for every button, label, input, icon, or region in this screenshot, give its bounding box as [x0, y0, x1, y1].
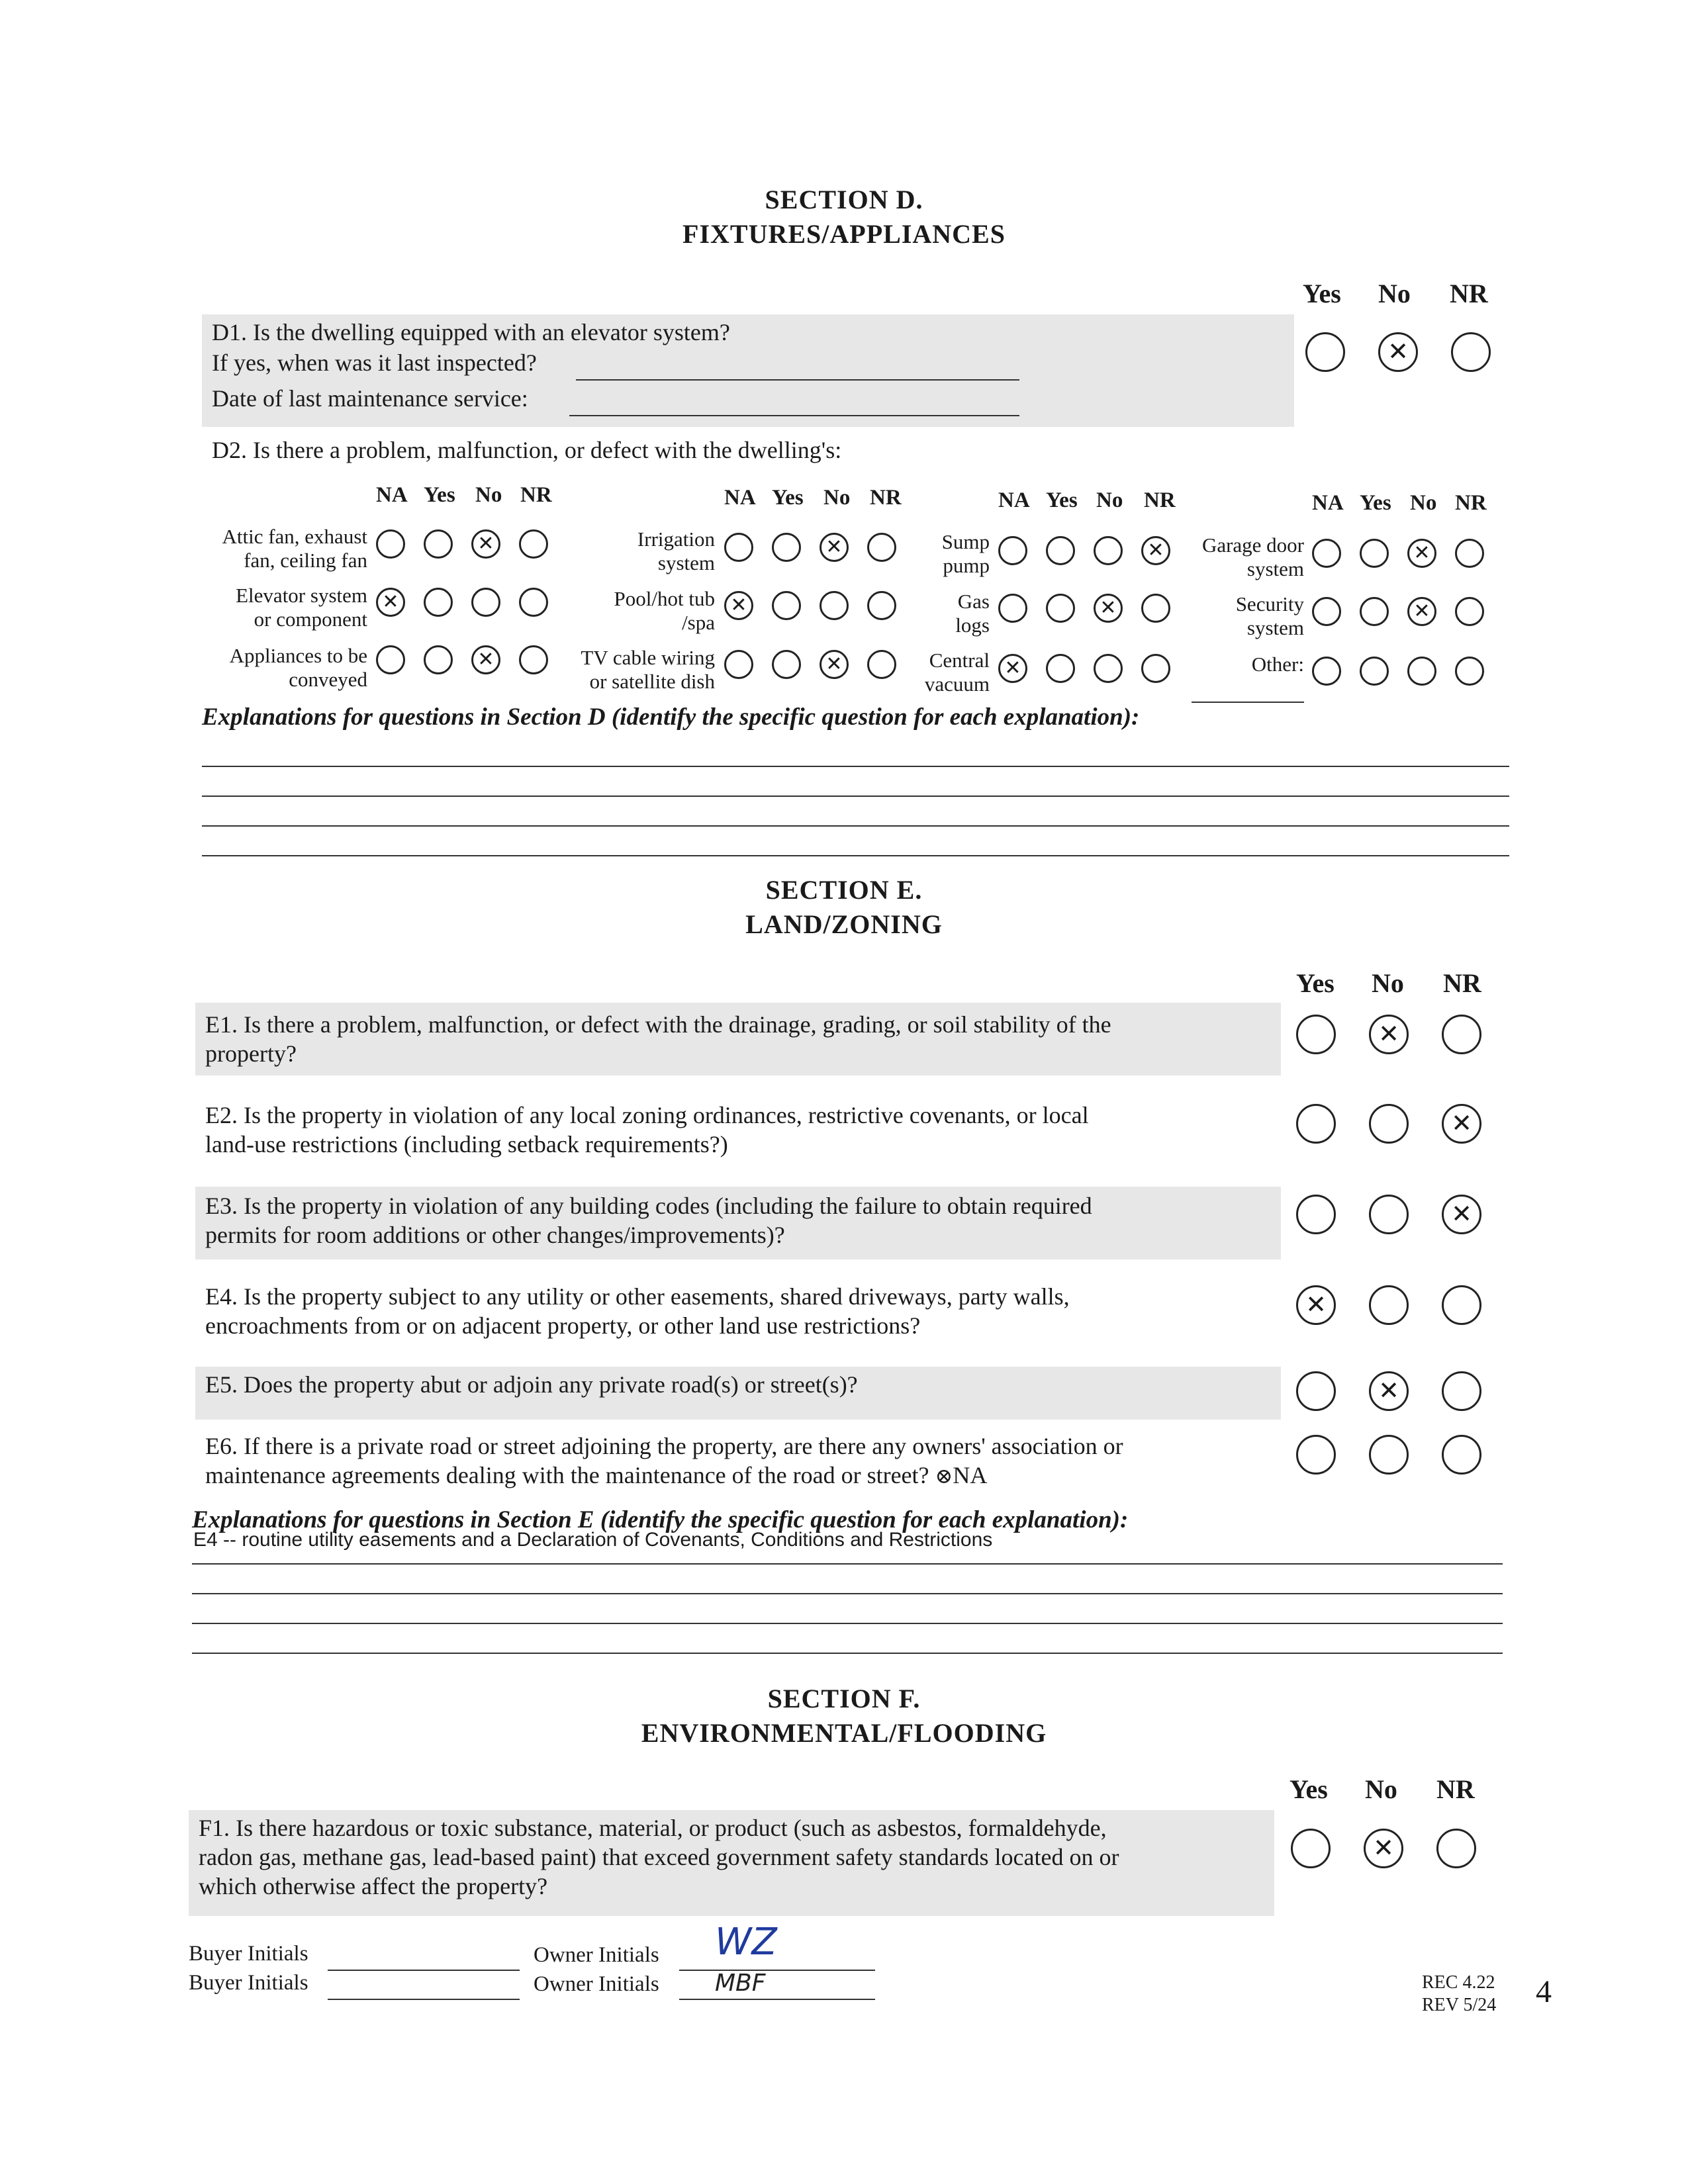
e4-nr-radio[interactable] [1442, 1285, 1481, 1325]
e-explanation-line[interactable] [192, 1623, 1503, 1624]
e3-no-radio[interactable] [1369, 1195, 1409, 1234]
check-mark-icon: ✕ [382, 591, 399, 613]
e-explanation-text[interactable]: E4 -- routine utility easements and a Declaration of Covenants, Conditions and Restrictions [193, 1529, 993, 1551]
buyer-initials-label-2: Buyer Initials [189, 1971, 308, 1995]
f1-no-radio[interactable] [1364, 1829, 1403, 1868]
section-e-subtitle: LAND/ZONING [745, 909, 943, 939]
e4-no-radio[interactable] [1369, 1285, 1409, 1325]
e-explanations-label: Explanations for questions in Section E (identify the specific question for each explanation): [192, 1506, 1129, 1533]
check-mark-icon: ✕ [1413, 542, 1430, 564]
section-d-subtitle: FIXTURES/APPLIANCES [682, 219, 1006, 249]
d2-h1-yes: Yes [424, 483, 455, 507]
d2-h4-yes: Yes [1360, 491, 1391, 515]
d-col-yes: Yes [1303, 279, 1341, 308]
section-e-title: SECTION E. [765, 875, 923, 905]
e1-no-radio[interactable] [1369, 1015, 1409, 1054]
e5-no-radio[interactable] [1369, 1371, 1409, 1411]
d2-h4-no: No [1410, 491, 1437, 515]
e5-nr-radio[interactable] [1442, 1371, 1481, 1411]
d2-item-label: Gas logs [955, 590, 990, 637]
check-mark-icon: ✕ [1378, 1021, 1399, 1048]
owner-initials-field-2[interactable] [679, 1999, 875, 2000]
e6-no-radio[interactable] [1369, 1435, 1409, 1475]
d2-h2-yes: Yes [772, 486, 804, 510]
check-mark-icon: ✕ [1387, 338, 1409, 366]
e3-question: E3. Is the property in violation of any building codes (including the failure to obtain required permits for room additions or other changes/improvements)? [205, 1193, 1092, 1248]
d2-item-label: Pool/hot tub /spa [614, 587, 715, 634]
check-mark-icon: ✕ [1305, 1291, 1327, 1319]
d2-item-label: TV cable wiring or satellite dish [581, 646, 715, 693]
e6-na-note: NA [953, 1462, 988, 1488]
check-mark-icon: ✕ [1451, 1201, 1472, 1228]
owner-signature-initials-1: WZ [715, 1921, 777, 1964]
buyer-initials-label-1: Buyer Initials [189, 1942, 308, 1966]
check-mark-icon: ✕ [1373, 1835, 1394, 1862]
e-col-nr: NR [1443, 968, 1481, 998]
d2-h2-nr: NR [870, 486, 902, 510]
d2-h2-no: No [823, 486, 851, 510]
e4-question: E4. Is the property subject to any utility or other easements, shared driveways, party walls, encroachments from or on adjacent property, or other land use restrictions? [205, 1283, 1070, 1339]
d2-h1-nr: NR [520, 483, 552, 507]
form-code: REC 4.22 [1422, 1972, 1495, 1993]
f1-question: F1. Is there hazardous or toxic substance, material, or product (such as asbestos, formaldehyde, radon gas, methane gas, lead-based paint) that exceed government safety standards located on or which otherwise affect the property? [199, 1815, 1119, 1899]
d2-h3-yes: Yes [1046, 488, 1078, 512]
d2-item-label: Elevator system or component [236, 584, 367, 631]
check-mark-icon: ✕ [477, 533, 494, 555]
d2-h1-na: NA [376, 483, 408, 507]
section-f-subtitle: ENVIRONMENTAL/FLOODING [641, 1718, 1047, 1748]
check-mark-icon: ✕ [1378, 1377, 1399, 1405]
check-mark-icon: ✕ [1147, 539, 1164, 561]
owner-initials-label-2: Owner Initials [534, 1972, 659, 1996]
check-mark-icon: ✕ [1100, 597, 1117, 619]
d-col-no: No [1378, 279, 1411, 308]
check-mark-icon: ✕ [1451, 1110, 1472, 1138]
section-d-title: SECTION D. [765, 185, 923, 214]
e5-question: E5. Does the property abut or adjoin any private road(s) or street(s)? [205, 1371, 858, 1398]
d-col-nr: NR [1450, 279, 1488, 308]
d2-question: D2. Is there a problem, malfunction, or defect with the dwelling's: [212, 437, 842, 463]
d-explanations-label: Explanations for questions in Section D (identify the specific question for each explanation): [202, 704, 1140, 731]
owner-initials-label-1: Owner Initials [534, 1943, 659, 1967]
e3-yes-radio[interactable] [1296, 1195, 1336, 1234]
owner-initials-field-1[interactable] [679, 1970, 875, 1971]
e3-nr-radio[interactable] [1442, 1195, 1481, 1234]
e2-yes-radio[interactable] [1296, 1104, 1336, 1144]
d1-maintenance-label: Date of last maintenance service: [212, 385, 528, 412]
section-f-title: SECTION F. [767, 1684, 921, 1713]
check-mark-icon: ✕ [1004, 657, 1021, 679]
check-mark-icon: ✕ [825, 536, 843, 558]
form-revision: REV 5/24 [1422, 1995, 1497, 2015]
check-mark-icon: ✕ [1413, 600, 1430, 622]
e1-nr-radio[interactable] [1442, 1015, 1481, 1054]
d2-item-label: Attic fan, exhaust fan, ceiling fan [222, 525, 367, 572]
d2-h3-nr: NR [1144, 488, 1176, 512]
e2-no-radio[interactable] [1369, 1104, 1409, 1144]
d2-item-label: Appliances to be conveyed [229, 644, 367, 691]
d2-item-label: Irrigation system [637, 527, 715, 574]
e2-nr-radio[interactable] [1442, 1104, 1481, 1144]
e4-yes-radio[interactable] [1296, 1285, 1336, 1325]
f-col-nr: NR [1436, 1774, 1475, 1804]
d2-h1-no: No [475, 483, 502, 507]
e2-question: E2. Is the property in violation of any local zoning ordinances, restrictive covenants, or local land-use restrictions (including setback requirements?) [205, 1102, 1089, 1158]
f1-nr-radio[interactable] [1436, 1829, 1476, 1868]
e-explanation-line[interactable] [192, 1593, 1503, 1594]
e6-question: E6. If there is a private road or street adjoining the property, are there any owners' association or maintenance agreements dealing with the maintenance of the road or street? ⊗NA [205, 1433, 1123, 1488]
d2-item-other-label: Other: [1251, 653, 1304, 676]
e-explanation-line[interactable] [192, 1653, 1503, 1654]
d2-item-label: Sump pump [941, 530, 990, 577]
e1-question: E1. Is there a problem, malfunction, or defect with the drainage, grading, or soil stability of the property? [205, 1011, 1111, 1067]
check-mark-icon: ✕ [477, 649, 494, 670]
f-col-no: No [1365, 1774, 1397, 1804]
buyer-initials-field-2[interactable] [328, 1999, 520, 2000]
e6-nr-radio[interactable] [1442, 1435, 1481, 1475]
e1-yes-radio[interactable] [1296, 1015, 1336, 1054]
d2-h4-nr: NR [1455, 491, 1487, 515]
owner-signature-initials-2: MBF [715, 1970, 766, 1997]
buyer-initials-field-1[interactable] [328, 1970, 520, 1971]
d2-h4-na: NA [1312, 491, 1344, 515]
d2-h3-no: No [1096, 488, 1123, 512]
d2-item-label: Central vacuum [924, 649, 990, 696]
d2-item-label: Garage door system [1201, 533, 1304, 580]
e5-yes-radio[interactable] [1296, 1371, 1336, 1411]
page-number: 4 [1536, 1974, 1552, 2009]
e6-yes-radio[interactable] [1296, 1435, 1336, 1475]
d2-item-label: Security system [1235, 592, 1304, 639]
d2-h2-na: NA [724, 486, 756, 510]
e-explanation-line[interactable] [192, 1563, 1503, 1565]
d1-question: D1. Is the dwelling equipped with an elevator system? [212, 319, 730, 345]
d2-h3-na: NA [998, 488, 1030, 512]
f1-yes-radio[interactable] [1291, 1829, 1331, 1868]
d1-inspected-label: If yes, when was it last inspected? [212, 349, 537, 376]
f-col-yes: Yes [1289, 1774, 1328, 1804]
check-mark-icon: ✕ [825, 653, 843, 675]
e-col-yes: Yes [1296, 968, 1335, 998]
e-col-no: No [1372, 968, 1404, 998]
check-mark-icon: ✕ [730, 594, 747, 616]
